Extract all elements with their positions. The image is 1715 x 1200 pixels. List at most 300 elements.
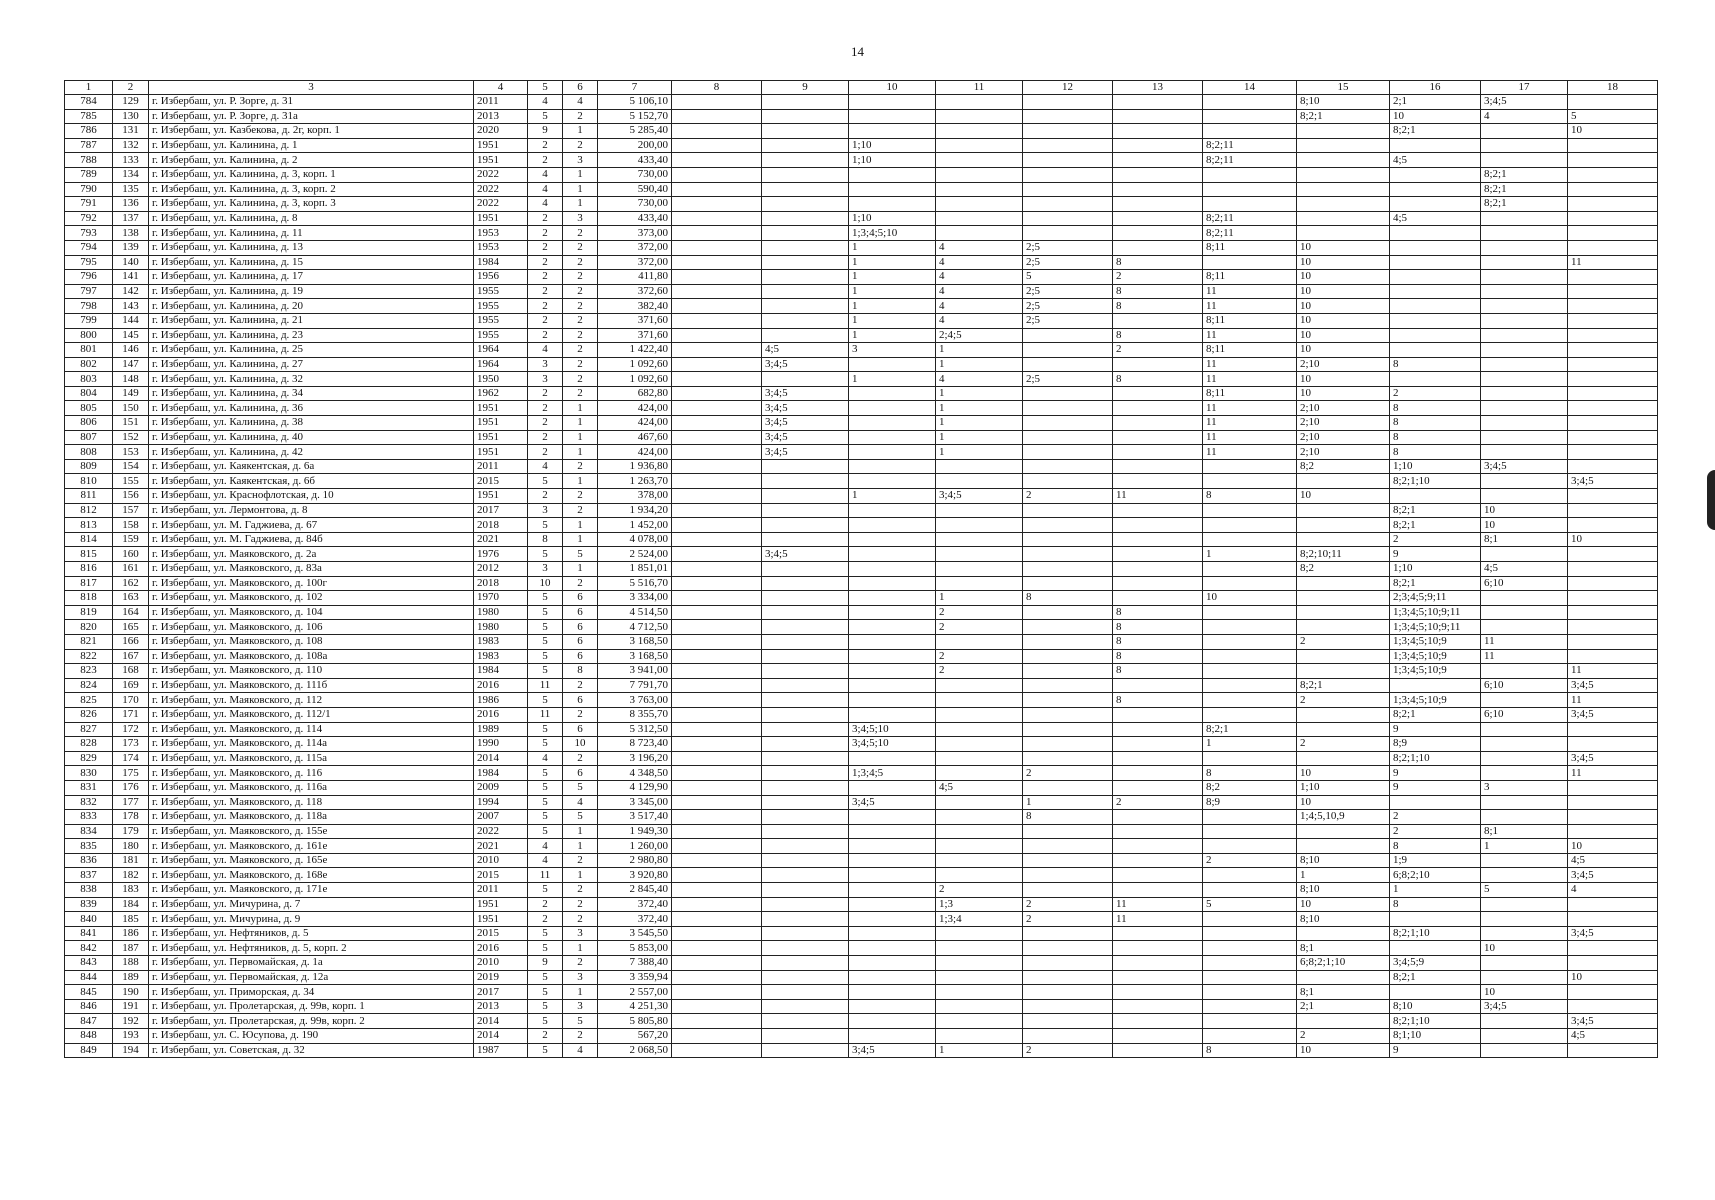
table-cell-col-11 [936,853,1023,868]
table-cell-col-11 [936,970,1023,985]
table-cell-col-5: 5 [528,970,563,985]
column-header-15: 15 [1297,81,1390,95]
table-cell-col-4: 2014 [474,1029,528,1044]
table-cell-col-1: 825 [65,693,113,708]
table-row [65,634,1658,649]
table-cell-col-10: 3;4;5 [849,1043,936,1058]
table-cell-col-2: 194 [113,1043,149,1058]
table-cell-col-16: 1;3;4;5;10;9 [1390,693,1481,708]
table-cell-col-8 [672,591,762,606]
table-cell-col-2: 182 [113,868,149,883]
table-cell-col-15: 8;1 [1297,941,1390,956]
table-cell-col-2: 154 [113,459,149,474]
table-cell-col-7: 2 845,40 [598,883,672,898]
table-cell-col-2: 173 [113,737,149,752]
table-cell-col-14 [1203,1014,1297,1029]
table-cell-col-4: 2022 [474,197,528,212]
table-cell-col-15: 2 [1297,737,1390,752]
table-cell-col-4: 1980 [474,620,528,635]
table-row [65,649,1658,664]
table-cell-col-1: 791 [65,197,113,212]
table-cell-col-9 [762,853,849,868]
table-cell-col-16: 8;2;1 [1390,124,1481,139]
table-cell-col-18: 3;4;5 [1568,707,1658,722]
table-cell-col-9 [762,270,849,285]
table-cell-col-6: 6 [563,605,598,620]
table-cell-col-11 [936,956,1023,971]
table-cell-col-12 [1023,678,1113,693]
table-cell-col-10 [849,518,936,533]
table-cell-col-7: 5 516,70 [598,576,672,591]
table-cell-col-15 [1297,620,1390,635]
table-cell-col-6: 1 [563,197,598,212]
table-cell-col-2: 157 [113,503,149,518]
table-cell-col-1: 802 [65,357,113,372]
table-cell-col-7: 2 980,80 [598,853,672,868]
table-cell-col-16: 9 [1390,766,1481,781]
table-cell-col-6: 2 [563,751,598,766]
table-cell-col-6: 1 [563,182,598,197]
table-cell-col-10 [849,780,936,795]
table-row [65,518,1658,533]
table-cell-col-16: 8 [1390,430,1481,445]
table-cell-col-7: 4 348,50 [598,766,672,781]
table-cell-col-13 [1113,459,1203,474]
table-cell-col-11: 2 [936,664,1023,679]
table-cell-col-8 [672,824,762,839]
table-cell-col-3: г. Избербаш, ул. Калинина, д. 15 [149,255,474,270]
table-cell-col-13: 2 [1113,343,1203,358]
table-cell-col-11 [936,868,1023,883]
table-cell-col-18 [1568,591,1658,606]
table-cell-col-18: 11 [1568,766,1658,781]
table-cell-col-13: 2 [1113,270,1203,285]
table-cell-col-18 [1568,518,1658,533]
table-cell-col-1: 817 [65,576,113,591]
table-cell-col-17 [1481,766,1568,781]
table-cell-col-11 [936,474,1023,489]
table-cell-col-6: 2 [563,1029,598,1044]
table-cell-col-1: 789 [65,167,113,182]
table-cell-col-14: 8 [1203,766,1297,781]
table-cell-col-8 [672,518,762,533]
table-cell-col-6: 2 [563,707,598,722]
table-cell-col-6: 6 [563,591,598,606]
table-cell-col-18 [1568,737,1658,752]
table-cell-col-15: 2 [1297,1029,1390,1044]
table-cell-col-14 [1203,518,1297,533]
table-cell-col-3: г. Избербаш, ул. Пролетарская, д. 99в, корп. 1 [149,999,474,1014]
table-cell-col-10 [849,751,936,766]
table-row [65,547,1658,562]
table-cell-col-5: 3 [528,357,563,372]
table-cell-col-16: 9 [1390,1043,1481,1058]
table-cell-col-1: 829 [65,751,113,766]
table-cell-col-11 [936,722,1023,737]
table-cell-col-9 [762,313,849,328]
column-header-12: 12 [1023,81,1113,95]
table-cell-col-4: 1951 [474,211,528,226]
table-cell-col-14 [1203,605,1297,620]
table-cell-col-4: 2017 [474,985,528,1000]
table-cell-col-12 [1023,138,1113,153]
table-cell-col-5: 3 [528,503,563,518]
table-cell-col-14: 2 [1203,853,1297,868]
table-cell-col-12: 2;5 [1023,240,1113,255]
table-cell-col-8 [672,503,762,518]
column-header-6: 6 [563,81,598,95]
table-cell-col-10 [849,182,936,197]
table-cell-col-8 [672,255,762,270]
table-cell-col-15: 10 [1297,328,1390,343]
table-cell-col-17: 8;1 [1481,824,1568,839]
table-cell-col-17 [1481,868,1568,883]
table-cell-col-13 [1113,167,1203,182]
table-cell-col-10 [849,416,936,431]
table-cell-col-7: 7 388,40 [598,956,672,971]
table-cell-col-10 [849,693,936,708]
table-cell-col-16 [1390,167,1481,182]
table-cell-col-15: 8;2;1 [1297,678,1390,693]
table-cell-col-12 [1023,182,1113,197]
table-row [65,985,1658,1000]
table-cell-col-16: 8;2;1;10 [1390,474,1481,489]
table-cell-col-13 [1113,722,1203,737]
table-cell-col-18: 10 [1568,970,1658,985]
table-cell-col-8 [672,649,762,664]
table-cell-col-11 [936,707,1023,722]
table-cell-col-12 [1023,707,1113,722]
table-cell-col-5: 2 [528,897,563,912]
table-cell-col-12 [1023,664,1113,679]
table-cell-col-3: г. Избербаш, ул. Маяковского, д. 161е [149,839,474,854]
table-cell-col-14 [1203,956,1297,971]
table-cell-col-1: 811 [65,489,113,504]
table-cell-col-15 [1297,124,1390,139]
table-cell-col-5: 5 [528,926,563,941]
table-cell-col-15: 10 [1297,255,1390,270]
table-cell-col-18: 3;4;5 [1568,926,1658,941]
table-cell-col-15: 8;2 [1297,562,1390,577]
table-cell-col-18 [1568,956,1658,971]
table-cell-col-8 [672,430,762,445]
table-row [65,109,1658,124]
table-cell-col-7: 5 285,40 [598,124,672,139]
table-cell-col-7: 378,00 [598,489,672,504]
table-cell-col-15: 2;10 [1297,430,1390,445]
table-cell-col-11 [936,926,1023,941]
table-cell-col-18: 3;4;5 [1568,1014,1658,1029]
table-cell-col-11 [936,795,1023,810]
table-cell-col-2: 174 [113,751,149,766]
table-cell-col-9 [762,167,849,182]
table-cell-col-12 [1023,576,1113,591]
table-cell-col-8 [672,664,762,679]
table-cell-col-13: 11 [1113,897,1203,912]
table-cell-col-5: 9 [528,124,563,139]
table-cell-col-12 [1023,562,1113,577]
table-cell-col-12 [1023,605,1113,620]
table-cell-col-17 [1481,620,1568,635]
table-cell-col-6: 2 [563,357,598,372]
table-cell-col-12 [1023,693,1113,708]
table-cell-col-15: 8;10 [1297,853,1390,868]
table-row [65,737,1658,752]
table-cell-col-4: 2018 [474,576,528,591]
table-cell-col-8 [672,547,762,562]
table-cell-col-4: 1984 [474,766,528,781]
table-cell-col-3: г. Избербаш, ул. Маяковского, д. 168е [149,868,474,883]
table-cell-col-16 [1390,270,1481,285]
table-cell-col-15: 6;8;2;1;10 [1297,956,1390,971]
table-cell-col-13 [1113,562,1203,577]
column-header-3: 3 [149,81,474,95]
table-cell-col-18: 10 [1568,532,1658,547]
table-row [65,591,1658,606]
table-cell-col-3: г. Избербаш, ул. Маяковского, д. 114а [149,737,474,752]
table-cell-col-1: 800 [65,328,113,343]
table-cell-col-2: 171 [113,707,149,722]
table-cell-col-11: 4 [936,299,1023,314]
table-cell-col-15 [1297,926,1390,941]
table-cell-col-3: г. Избербаш, ул. Маяковского, д. 115а [149,751,474,766]
table-cell-col-5: 2 [528,1029,563,1044]
table-cell-col-10 [849,678,936,693]
table-cell-col-8 [672,970,762,985]
table-cell-col-6: 1 [563,562,598,577]
table-cell-col-2: 177 [113,795,149,810]
table-cell-col-6: 4 [563,795,598,810]
table-cell-col-16 [1390,795,1481,810]
table-cell-col-13 [1113,853,1203,868]
table-cell-col-5: 2 [528,240,563,255]
table-cell-col-18: 11 [1568,255,1658,270]
table-row [65,956,1658,971]
table-cell-col-11: 4 [936,313,1023,328]
table-cell-col-7: 1 934,20 [598,503,672,518]
table-cell-col-13 [1113,824,1203,839]
table-cell-col-4: 1950 [474,372,528,387]
table-cell-col-7: 1 452,00 [598,518,672,533]
column-header-4: 4 [474,81,528,95]
table-cell-col-16: 8;2;1 [1390,576,1481,591]
table-cell-col-16: 9 [1390,547,1481,562]
table-cell-col-12 [1023,839,1113,854]
table-cell-col-3: г. Избербаш, ул. Калинина, д. 3, корп. 3 [149,197,474,212]
table-cell-col-5: 5 [528,518,563,533]
table-cell-col-8 [672,299,762,314]
table-cell-col-9 [762,518,849,533]
table-cell-col-15: 2;10 [1297,416,1390,431]
table-cell-col-11: 4;5 [936,780,1023,795]
table-cell-col-12 [1023,197,1113,212]
table-cell-col-8 [672,343,762,358]
table-cell-col-13: 8 [1113,693,1203,708]
table-cell-col-11 [936,985,1023,1000]
table-cell-col-11 [936,124,1023,139]
table-cell-col-18 [1568,211,1658,226]
table-cell-col-3: г. Избербаш, ул. С. Юсупова, д. 190 [149,1029,474,1044]
table-cell-col-14: 11 [1203,430,1297,445]
table-cell-col-18 [1568,445,1658,460]
table-cell-col-9 [762,737,849,752]
table-cell-col-16: 8;9 [1390,737,1481,752]
table-cell-col-14: 11 [1203,299,1297,314]
table-cell-col-5: 2 [528,211,563,226]
table-cell-col-2: 193 [113,1029,149,1044]
table-cell-col-5: 2 [528,313,563,328]
table-cell-col-12: 2 [1023,897,1113,912]
table-cell-col-10 [849,562,936,577]
table-cell-col-18 [1568,313,1658,328]
table-cell-col-7: 3 196,20 [598,751,672,766]
table-cell-col-3: г. Избербаш, ул. М. Гаджиева, д. 67 [149,518,474,533]
table-cell-col-7: 5 853,00 [598,941,672,956]
table-cell-col-18 [1568,240,1658,255]
table-cell-col-7: 3 168,50 [598,634,672,649]
table-cell-col-16: 2 [1390,810,1481,825]
table-cell-col-5: 11 [528,868,563,883]
table-row [65,795,1658,810]
table-cell-col-14 [1203,649,1297,664]
table-cell-col-8 [672,810,762,825]
table-cell-col-13: 8 [1113,284,1203,299]
table-cell-col-15: 8;2 [1297,459,1390,474]
table-cell-col-4: 1951 [474,430,528,445]
table-cell-col-4: 2009 [474,780,528,795]
table-cell-col-2: 172 [113,722,149,737]
table-cell-col-2: 148 [113,372,149,387]
table-cell-col-17: 5 [1481,883,1568,898]
table-cell-col-7: 5 152,70 [598,109,672,124]
table-cell-col-9 [762,634,849,649]
table-cell-col-1: 805 [65,401,113,416]
table-cell-col-11: 1 [936,386,1023,401]
table-body [65,95,1658,1058]
table-cell-col-1: 845 [65,985,113,1000]
column-header-14: 14 [1203,81,1297,95]
table-cell-col-1: 808 [65,445,113,460]
table-cell-col-3: г. Избербаш, ул. Калинина, д. 2 [149,153,474,168]
table-cell-col-18 [1568,649,1658,664]
table-cell-col-5: 5 [528,474,563,489]
table-cell-col-2: 140 [113,255,149,270]
table-cell-col-2: 176 [113,780,149,795]
table-cell-col-7: 4 514,50 [598,605,672,620]
table-cell-col-12 [1023,226,1113,241]
table-cell-col-9 [762,999,849,1014]
table-cell-col-17 [1481,401,1568,416]
table-cell-col-9: 3;4;5 [762,430,849,445]
table-cell-col-3: г. Избербаш, ул. Калинина, д. 19 [149,284,474,299]
table-cell-col-10 [849,824,936,839]
table-cell-col-12 [1023,780,1113,795]
table-row [65,503,1658,518]
table-cell-col-11: 1 [936,357,1023,372]
table-cell-col-11 [936,226,1023,241]
table-cell-col-4: 1955 [474,313,528,328]
table-cell-col-11 [936,839,1023,854]
table-cell-col-12 [1023,357,1113,372]
table-row [65,328,1658,343]
table-cell-col-12 [1023,445,1113,460]
table-row [65,240,1658,255]
table-row [65,255,1658,270]
table-row [65,751,1658,766]
table-cell-col-1: 831 [65,780,113,795]
table-cell-col-13 [1113,518,1203,533]
table-cell-col-17 [1481,226,1568,241]
table-cell-col-7: 3 920,80 [598,868,672,883]
table-row [65,372,1658,387]
table-cell-col-5: 11 [528,707,563,722]
table-cell-col-8 [672,386,762,401]
table-cell-col-13: 11 [1113,912,1203,927]
table-cell-col-3: г. Избербаш, ул. Пролетарская, д. 99в, корп. 2 [149,1014,474,1029]
table-cell-col-11: 2 [936,883,1023,898]
table-cell-col-3: г. Избербаш, ул. Маяковского, д. 83а [149,562,474,577]
table-cell-col-10 [849,576,936,591]
table-cell-col-14 [1203,532,1297,547]
table-cell-col-16: 8;2;1;10 [1390,926,1481,941]
table-cell-col-13 [1113,547,1203,562]
table-cell-col-17 [1481,912,1568,927]
table-cell-col-17 [1481,956,1568,971]
table-cell-col-7: 3 517,40 [598,810,672,825]
table-cell-col-9: 3;4;5 [762,445,849,460]
table-cell-col-16: 8;2;1 [1390,503,1481,518]
table-cell-col-16: 2 [1390,532,1481,547]
table-cell-col-1: 819 [65,605,113,620]
table-cell-col-18 [1568,985,1658,1000]
table-cell-col-17: 3;4;5 [1481,459,1568,474]
table-cell-col-18 [1568,912,1658,927]
table-row [65,999,1658,1014]
table-cell-col-13: 8 [1113,620,1203,635]
table-cell-col-18 [1568,1043,1658,1058]
table-cell-col-10 [849,109,936,124]
table-cell-col-2: 138 [113,226,149,241]
table-cell-col-12: 2;5 [1023,372,1113,387]
table-cell-col-7: 590,40 [598,182,672,197]
table-cell-col-9: 3;4;5 [762,416,849,431]
table-cell-col-6: 6 [563,634,598,649]
table-cell-col-4: 1951 [474,153,528,168]
table-cell-col-9 [762,562,849,577]
table-cell-col-16: 4;5 [1390,211,1481,226]
table-cell-col-13: 11 [1113,489,1203,504]
table-cell-col-2: 163 [113,591,149,606]
table-cell-col-16: 8 [1390,357,1481,372]
table-cell-col-6: 1 [563,124,598,139]
table-cell-col-9 [762,810,849,825]
table-cell-col-17: 10 [1481,941,1568,956]
table-cell-col-15 [1297,605,1390,620]
table-cell-col-5: 5 [528,722,563,737]
table-cell-col-4: 1951 [474,416,528,431]
table-cell-col-13: 8 [1113,649,1203,664]
table-cell-col-15: 10 [1297,1043,1390,1058]
table-row [65,416,1658,431]
table-cell-col-17: 4;5 [1481,562,1568,577]
table-cell-col-12 [1023,985,1113,1000]
table-cell-col-6: 2 [563,956,598,971]
table-cell-col-1: 826 [65,707,113,722]
table-cell-col-12 [1023,401,1113,416]
table-row [65,664,1658,679]
table-cell-col-13 [1113,197,1203,212]
table-cell-col-13 [1113,678,1203,693]
